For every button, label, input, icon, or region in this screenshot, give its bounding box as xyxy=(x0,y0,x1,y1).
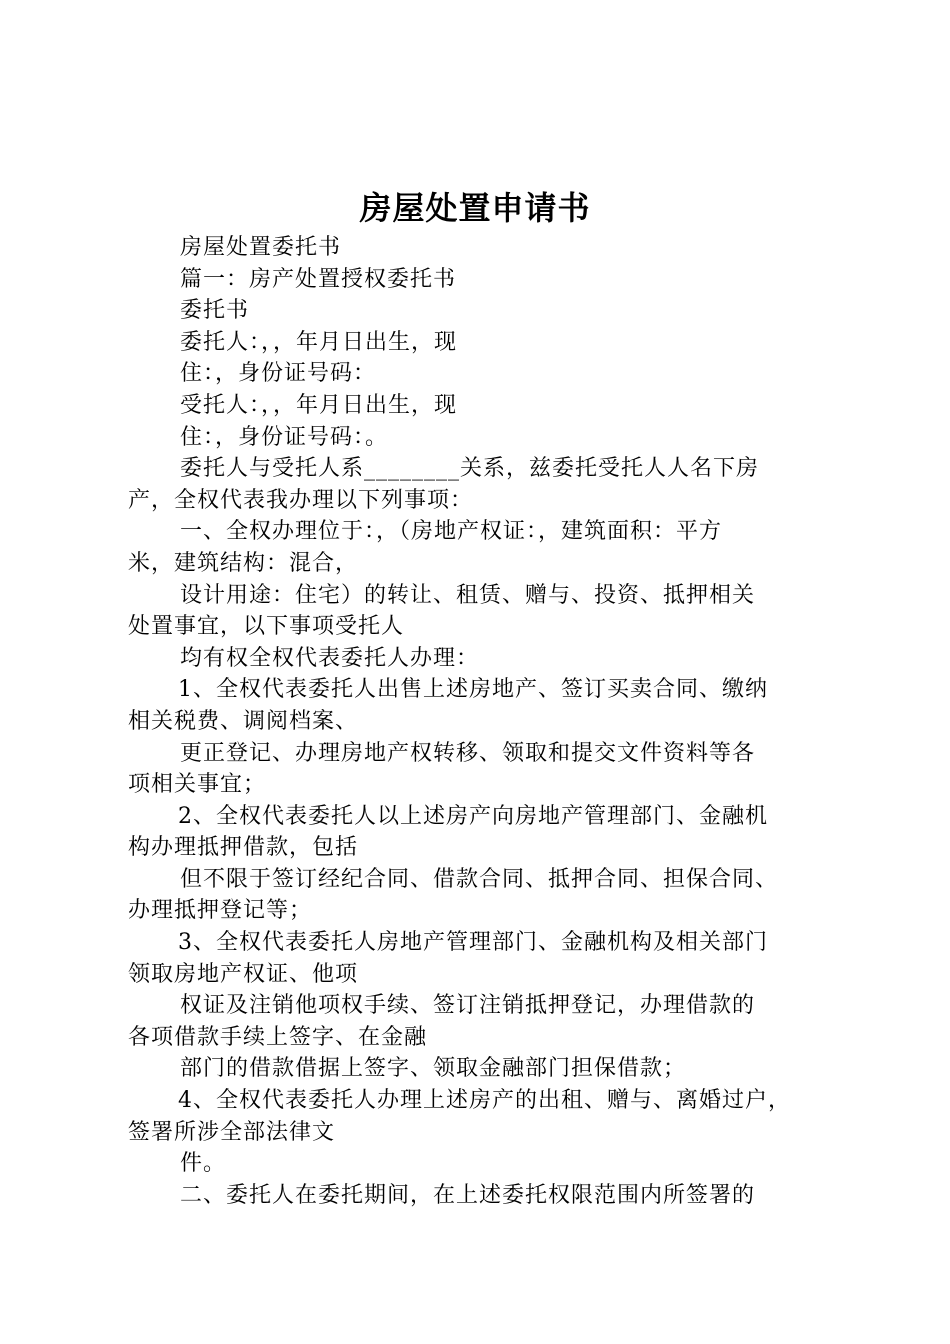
paragraph-line: 件。 xyxy=(180,1151,227,1177)
document-title: 房屋处置申请书 xyxy=(359,189,591,227)
paragraph-line: 委托人与受托人系________关系，兹委托受托人人名下房 xyxy=(180,456,760,482)
paragraph-line: 篇一：房产处置授权委托书 xyxy=(180,266,457,292)
paragraph-line: 房屋处置委托书 xyxy=(180,235,342,260)
paragraph-line: 项相关事宜； xyxy=(128,772,267,798)
paragraph-line: 构办理抵押借款，包括 xyxy=(128,835,359,861)
paragraph-line: 委托书 xyxy=(180,298,250,324)
paragraph-line: 部门的借款借据上签字、领取金融部门担保借款； xyxy=(180,1056,687,1082)
paragraph-line: 住：，身份证号码： xyxy=(180,361,377,387)
paragraph-line: 2、全权代表委托人以上述房产向房地产管理部门、金融机 xyxy=(178,803,768,829)
document-body xyxy=(128,232,838,1211)
paragraph-line: 更正登记、办理房地产权转移、领取和提交文件资料等各 xyxy=(180,740,756,766)
paragraph-line: 均有权全权代表委托人办理： xyxy=(180,645,480,671)
paragraph-line: 3、全权代表委托人房地产管理部门、金融机构及相关部门 xyxy=(178,930,768,956)
paragraph-line: 权证及注销他项权手续、签订注销抵押登记，办理借款的 xyxy=(180,993,756,1019)
paragraph-line: 签署所涉全部法律文 xyxy=(128,1119,336,1145)
paragraph-line: 但不限于签订经纪合同、借款合同、抵押合同、担保合同、 xyxy=(180,866,779,892)
paragraph-line: 领取房地产权证、他项 xyxy=(128,961,359,987)
paragraph-line: 产，全权代表我办理以下列事项： xyxy=(128,487,474,513)
paragraph-line: 设计用途：住宅）的转让、租赁、赠与、投资、抵押相关 xyxy=(180,582,756,608)
paragraph-line: 米，建筑结构：混合， xyxy=(128,550,359,576)
paragraph-line: 相关税费、调阅档案、 xyxy=(128,708,359,734)
paragraph-line: 二、委托人在委托期间，在上述委托权限范围内所签署的 xyxy=(180,1182,756,1208)
paragraph-line: 4、全权代表委托人办理上述房产的出租、赠与、离婚过户， xyxy=(178,1088,791,1114)
paragraph-line: 委托人：，，年月日出生，现 xyxy=(180,329,458,355)
paragraph-line: 各项借款手续上签字、在金融 xyxy=(128,1024,428,1050)
paragraph-line: 处置事宜，以下事项受托人 xyxy=(128,614,405,640)
paragraph-line: 住：，身份证号码：。 xyxy=(180,424,389,450)
paragraph-line: 1、全权代表委托人出售上述房地产、签订买卖合同、缴纳 xyxy=(178,677,768,703)
paragraph-line: 一、全权办理位于：，（房地产权证：，建筑面积：平方 xyxy=(180,519,723,545)
paragraph-line: 办理抵押登记等； xyxy=(128,898,313,924)
paragraph-line: 受托人：，，年月日出生，现 xyxy=(180,392,458,418)
